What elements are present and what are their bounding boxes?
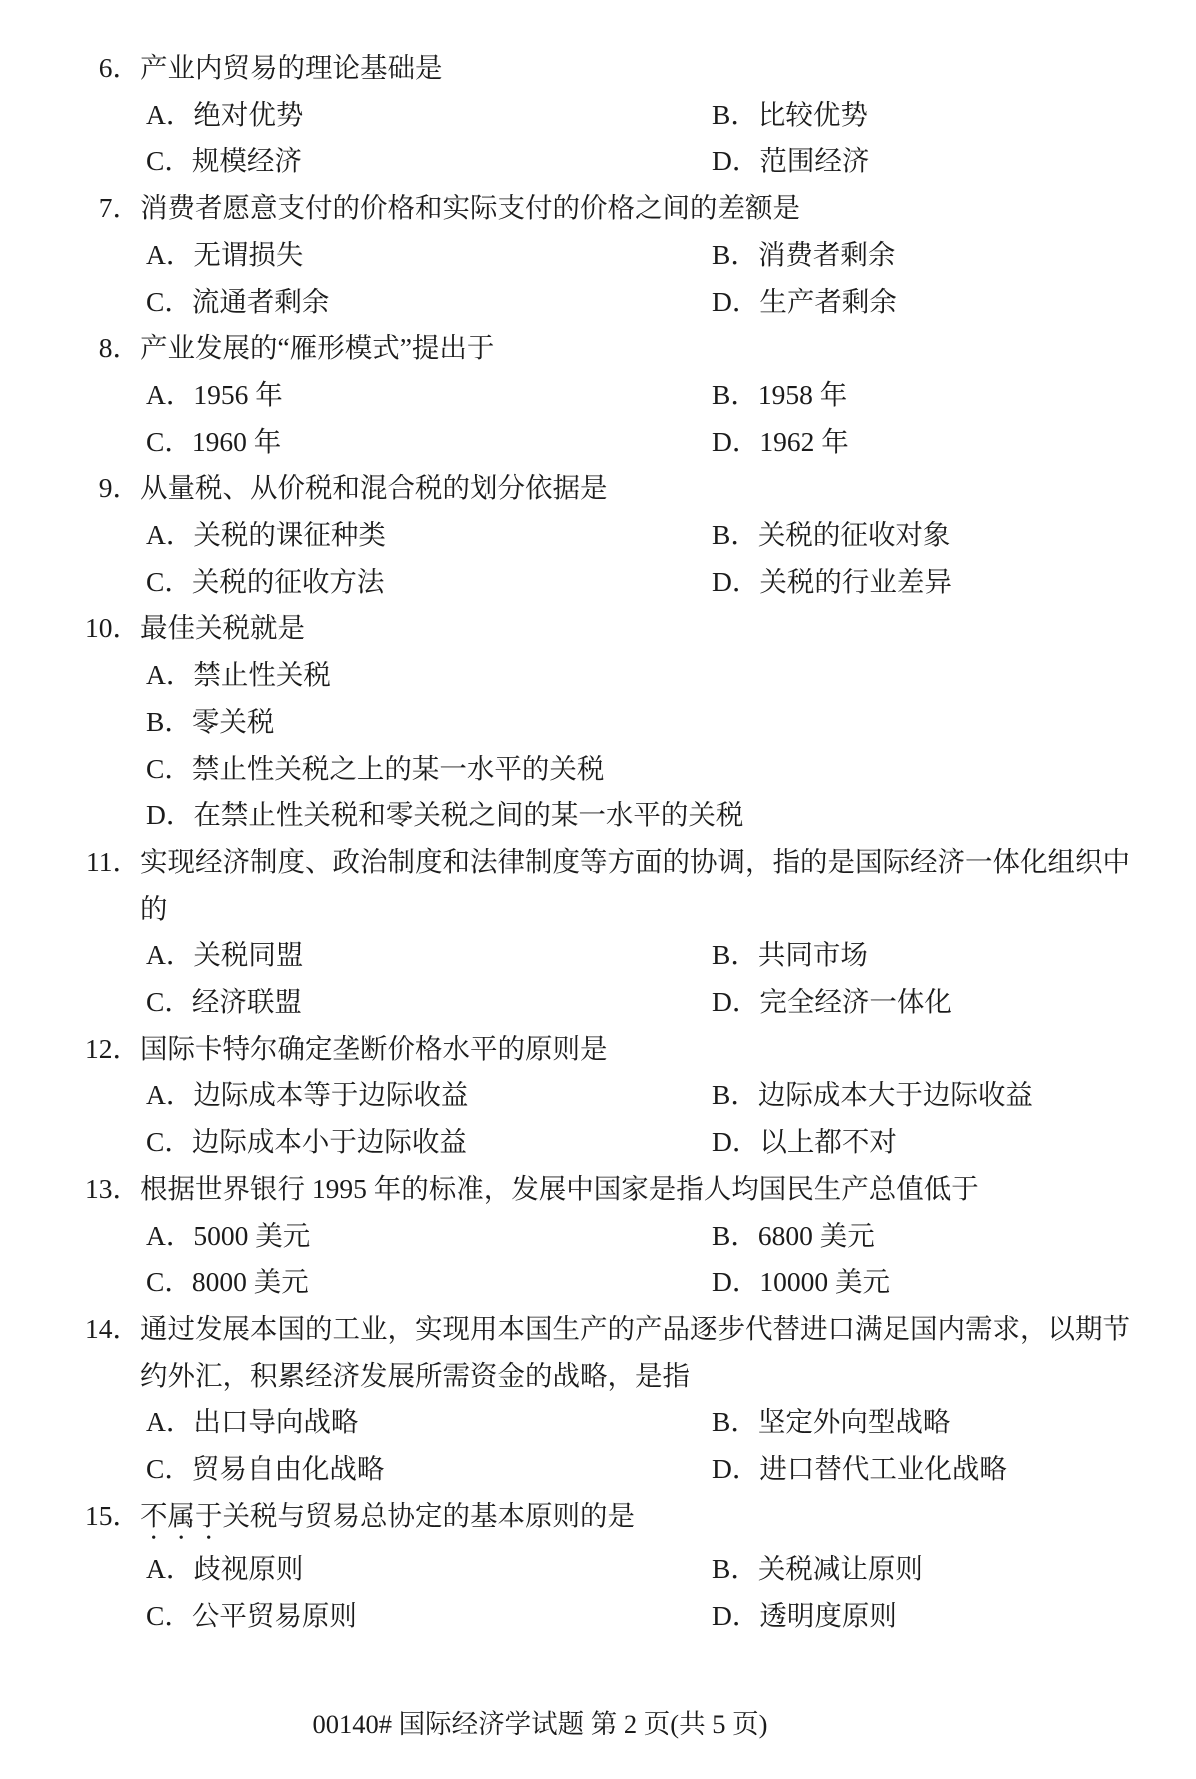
- option-text: 无谓损失: [193, 238, 304, 270]
- question-number: 6．: [98, 52, 140, 83]
- option-b: [712, 1399, 1176, 1446]
- option-c: [146, 559, 712, 606]
- option-text: 禁止性关税: [193, 659, 331, 691]
- options: [0, 1213, 1196, 1306]
- option-d: [712, 1259, 1176, 1306]
- option-text: 关税减让原则: [757, 1552, 923, 1584]
- option-text: 进口替代工业化战略: [759, 1453, 1007, 1485]
- question-stem-row: [0, 605, 1196, 652]
- question-stem: [140, 1493, 1196, 1546]
- question-stem-rest: 关税与贸易总协定的基本原则的是: [222, 1499, 635, 1531]
- question-number: 10．: [85, 612, 140, 644]
- question-stem: 国际卡特尔确定垄断价格水平的原则是: [140, 1032, 608, 1064]
- option-a: [146, 932, 712, 979]
- option-text: 1962 年: [759, 425, 849, 457]
- question-stem-emphasis: 不属于: [140, 1499, 223, 1531]
- option-text: 边际成本大于边际收益: [757, 1079, 1033, 1111]
- option-text: 1956 年: [193, 378, 283, 410]
- option-c: [146, 419, 712, 466]
- option-label: A．: [146, 1406, 194, 1438]
- question-13: [0, 1166, 1196, 1306]
- option-label: B．: [146, 705, 192, 737]
- option-label: C．: [146, 565, 192, 597]
- option-label: C．: [146, 1453, 192, 1485]
- option-d: [712, 1446, 1176, 1493]
- question-number: 7．: [98, 192, 140, 224]
- option-b: [712, 1213, 1176, 1260]
- option-a: [146, 232, 712, 279]
- option-label: B．: [712, 1219, 758, 1251]
- option-label: B．: [712, 98, 758, 130]
- option-label: C．: [146, 1266, 192, 1298]
- option-b: [712, 232, 1176, 279]
- options: [0, 232, 1196, 325]
- option-c: [146, 279, 712, 326]
- option-text: 零关税: [191, 705, 275, 737]
- option-c: [146, 1593, 712, 1640]
- option-label: D．: [712, 145, 760, 177]
- option-label: C．: [146, 752, 192, 784]
- option-a: [146, 1213, 712, 1260]
- option-label: B．: [712, 238, 758, 270]
- question-stem-continued: 的: [140, 892, 168, 924]
- option-label: B．: [712, 519, 758, 551]
- option-text: 1960 年: [191, 425, 282, 457]
- option-text: 关税的征收方法: [191, 565, 385, 597]
- question-stem-row: [0, 465, 1196, 512]
- option-d: [712, 1593, 1176, 1640]
- options: [0, 1546, 1196, 1639]
- question-stem-row: [0, 45, 1196, 92]
- question-12: [0, 1026, 1196, 1166]
- option-d: [712, 559, 1176, 606]
- option-c: [146, 1259, 712, 1306]
- option-c: [146, 1446, 712, 1493]
- option-label: C．: [146, 425, 192, 457]
- option-b: [712, 932, 1176, 979]
- option-text: 比较优势: [757, 98, 868, 130]
- question-stem: 产业发展的“雁形模式”提出于: [140, 332, 495, 364]
- option-text: 关税的行业差异: [759, 565, 952, 597]
- option-b: [712, 1072, 1176, 1119]
- option-text: 出口导向战略: [193, 1406, 359, 1438]
- option-text: 边际成本小于边际收益: [191, 1126, 467, 1158]
- option-text: 5000 美元: [193, 1219, 311, 1251]
- question-8: [0, 325, 1196, 465]
- question-number: 12．: [85, 1032, 140, 1064]
- option-label: D．: [146, 799, 194, 831]
- option-label: C．: [146, 285, 192, 317]
- option-d: [712, 1119, 1176, 1166]
- option-text: 透明度原则: [759, 1599, 897, 1631]
- question-number: 9．: [98, 472, 140, 504]
- option-a: [146, 512, 712, 559]
- option-a: [146, 652, 1176, 699]
- options: [0, 512, 1196, 605]
- option-text: 以上都不对: [759, 1126, 897, 1158]
- options: [0, 932, 1196, 1025]
- option-label: D．: [712, 285, 760, 317]
- option-b: [146, 699, 1176, 746]
- question-stem: 从量税、从价税和混合税的划分依据是: [140, 472, 608, 504]
- option-text: 8000 美元: [191, 1266, 309, 1298]
- question-15: [0, 1493, 1196, 1639]
- option-b: [712, 92, 1176, 139]
- option-d: [712, 419, 1176, 466]
- option-label: C．: [146, 1126, 192, 1158]
- option-label: A．: [146, 1079, 194, 1111]
- option-label: D．: [712, 986, 760, 1018]
- option-text: 绝对优势: [193, 98, 304, 130]
- options: [0, 1072, 1196, 1165]
- option-text: 公平贸易原则: [191, 1599, 357, 1631]
- question-stem-row: [0, 1306, 1196, 1353]
- question-number: 15．: [85, 1499, 140, 1531]
- option-text: 禁止性关税之上的某一水平的关税: [191, 752, 605, 784]
- option-label: A．: [146, 1219, 194, 1251]
- option-a: [146, 1399, 712, 1446]
- option-text: 范围经济: [759, 145, 870, 177]
- question-stem-continued: 约外汇，积累经济发展所需资金的战略，是指: [140, 1359, 690, 1391]
- option-d: [146, 792, 1176, 839]
- option-label: C．: [146, 1599, 192, 1631]
- question-stem-row: [0, 839, 1196, 886]
- question-number: 13．: [85, 1172, 140, 1204]
- option-b: [712, 1546, 1176, 1593]
- option-text: 完全经济一体化: [759, 986, 952, 1018]
- question-stem: 产业内贸易的理论基础是: [140, 52, 443, 83]
- option-label: B．: [712, 1079, 758, 1111]
- option-b: [712, 372, 1176, 419]
- option-text: 1958 年: [757, 378, 848, 410]
- question-stem: 通过发展本国的工业，实现用本国生产的产品逐步代替进口满足国内需求，以期节: [140, 1312, 1130, 1344]
- option-label: D．: [712, 1599, 760, 1631]
- option-label: A．: [146, 659, 194, 691]
- option-c: [146, 138, 712, 185]
- option-label: A．: [146, 939, 194, 971]
- option-d: [712, 138, 1176, 185]
- option-d: [712, 279, 1176, 326]
- option-text: 流通者剩余: [191, 285, 330, 317]
- question-stem-row: [0, 1026, 1196, 1073]
- question-stem: 根据世界银行 1995 年的标准，发展中国家是指人均国民生产总值低于: [140, 1172, 979, 1204]
- question-9: [0, 465, 1196, 605]
- question-11: [0, 839, 1196, 1026]
- option-text: 生产者剩余: [759, 285, 897, 317]
- option-text: 在禁止性关税和零关税之间的某一水平的关税: [193, 799, 744, 831]
- option-label: C．: [146, 145, 192, 177]
- question-14: [0, 1306, 1196, 1493]
- option-a: [146, 1546, 712, 1593]
- question-stem-row: [0, 325, 1196, 372]
- options: [0, 1399, 1196, 1492]
- option-b: [712, 512, 1176, 559]
- option-label: D．: [712, 565, 760, 597]
- option-a: [146, 372, 712, 419]
- option-label: A．: [146, 378, 194, 410]
- option-label: B．: [712, 1552, 758, 1584]
- option-text: 共同市场: [757, 939, 868, 971]
- option-text: 边际成本等于边际收益: [193, 1079, 469, 1111]
- option-text: 经济联盟: [191, 986, 302, 1018]
- question-stem: 实现经济制度、政治制度和法律制度等方面的协调，指的是国际经济一体化组织中: [140, 845, 1130, 877]
- option-text: 贸易自由化战略: [191, 1453, 385, 1485]
- option-label: A．: [146, 519, 194, 551]
- question-stem: 消费者愿意支付的价格和实际支付的价格之间的差额是: [140, 192, 800, 224]
- option-label: D．: [712, 1126, 760, 1158]
- question-stem-row: [0, 1493, 1196, 1546]
- option-text: 坚定外向型战略: [757, 1406, 951, 1438]
- option-label: A．: [146, 238, 194, 270]
- option-text: 10000 美元: [759, 1266, 890, 1298]
- option-text: 6800 美元: [757, 1219, 875, 1251]
- option-label: C．: [146, 986, 192, 1018]
- option-d: [712, 979, 1176, 1026]
- option-text: 规模经济: [191, 145, 302, 177]
- option-c: [146, 746, 1176, 793]
- option-label: A．: [146, 98, 194, 130]
- option-c: [146, 1119, 712, 1166]
- option-label: B．: [712, 939, 758, 971]
- options: [0, 92, 1196, 185]
- option-label: B．: [712, 378, 758, 410]
- question-7: [0, 185, 1196, 325]
- question-number: 8．: [98, 332, 140, 364]
- question-10: [0, 605, 1196, 839]
- option-a: [146, 1072, 712, 1119]
- option-text: 关税同盟: [193, 939, 304, 971]
- question-6: [0, 45, 1196, 185]
- option-label: D．: [712, 1453, 760, 1485]
- option-text: 关税的征收对象: [757, 519, 951, 551]
- option-a: [146, 92, 712, 139]
- question-stem-row: [0, 185, 1196, 232]
- question-number: 11．: [86, 845, 140, 877]
- page-footer: 00140# 国际经济学试题 第 2 页(共 5 页): [312, 1709, 768, 1739]
- option-text: 消费者剩余: [757, 238, 896, 270]
- option-text: 关税的课征种类: [193, 519, 386, 551]
- option-label: D．: [712, 425, 760, 457]
- option-label: B．: [712, 1406, 758, 1438]
- options: [0, 372, 1196, 465]
- question-stem-row: [0, 1166, 1196, 1213]
- option-label: A．: [146, 1552, 194, 1584]
- option-label: D．: [712, 1266, 760, 1298]
- options: [0, 652, 1196, 839]
- question-number: 14．: [85, 1312, 140, 1344]
- question-stem: 最佳关税就是: [140, 612, 305, 644]
- option-c: [146, 979, 712, 1026]
- option-text: 歧视原则: [193, 1552, 304, 1584]
